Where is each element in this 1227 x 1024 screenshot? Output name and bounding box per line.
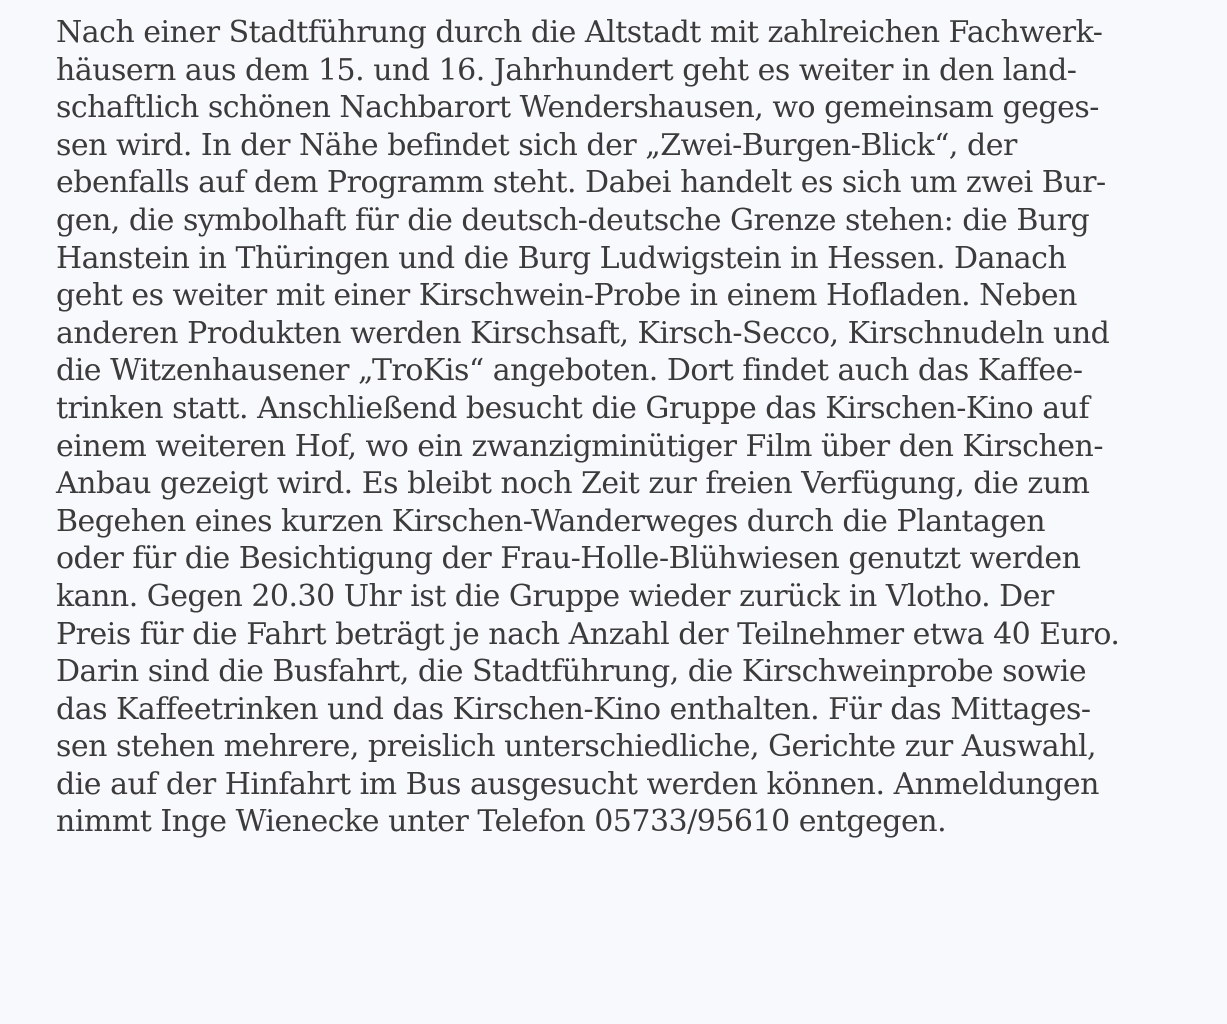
- text-line: Nach einer Stadtführung durch die Altstadt mit zahlreichen Fachwerk-: [56, 15, 1103, 50]
- text-line: das Kaffeetrinken und das Kirschen-Kino enthalten. Für das Mittages-: [56, 691, 1091, 727]
- text-line: oder für die Besichtigung der Frau-Holle-Blühwiesen genutzt werden: [56, 541, 1081, 577]
- text-line: häusern aus dem 15. und 16. Jahrhundert geht es weiter in den land-: [56, 52, 1077, 88]
- text-line: anderen Produkten werden Kirschsaft, Kirsch-Secco, Kirschnudeln und: [56, 315, 1110, 351]
- text-line: nimmt Inge Wienecke unter Telefon 05733/95610 entgegen.: [56, 804, 947, 840]
- text-line: Begehen eines kurzen Kirschen-Wanderweges durch die Plantagen: [56, 503, 1046, 539]
- article-body: [56, 14, 1206, 841]
- text-line: Darin sind die Busfahrt, die Stadtführung, die Kirschweinprobe sowie: [56, 654, 1087, 690]
- text-line: ebenfalls auf dem Programm steht. Dabei handelt es sich um zwei Bur-: [56, 165, 1106, 201]
- text-line: die auf der Hinfahrt im Bus ausgesucht werden können. Anmeldungen: [56, 766, 1099, 802]
- text-line: schaftlich schönen Nachbarort Wendershausen, wo gemeinsam geges-: [56, 90, 1099, 126]
- text-line: Anbau gezeigt wird. Es bleibt noch Zeit zur freien Verfügung, die zum: [56, 466, 1090, 502]
- text-line: die Witzenhausener „TroKis“ angeboten. Dort findet auch das Kaffee-: [56, 353, 1083, 389]
- text-line: einem weiteren Hof, wo ein zwanzigminütiger Film über den Kirschen-: [56, 428, 1104, 464]
- text-line: geht es weiter mit einer Kirschwein-Probe in einem Hofladen. Neben: [56, 278, 1077, 314]
- text-line: sen wird. In der Nähe befindet sich der „Zwei-Burgen-Blick“, der: [56, 127, 1017, 163]
- text-line: Preis für die Fahrt beträgt je nach Anzahl der Teilnehmer etwa 40 Euro.: [56, 616, 1120, 652]
- text-line: gen, die symbolhaft für die deutsch-deutsche Grenze stehen: die Burg: [56, 202, 1090, 238]
- text-line: kann. Gegen 20.30 Uhr ist die Gruppe wieder zurück in Vlotho. Der: [56, 578, 1054, 614]
- text-line: Hanstein in Thüringen und die Burg Ludwigstein in Hessen. Danach: [56, 240, 1067, 276]
- text-line: sen stehen mehrere, preislich unterschiedliche, Gerichte zur Auswahl,: [56, 729, 1097, 765]
- text-line: trinken statt. Anschließend besucht die Gruppe das Kirschen-Kino auf: [56, 390, 1090, 426]
